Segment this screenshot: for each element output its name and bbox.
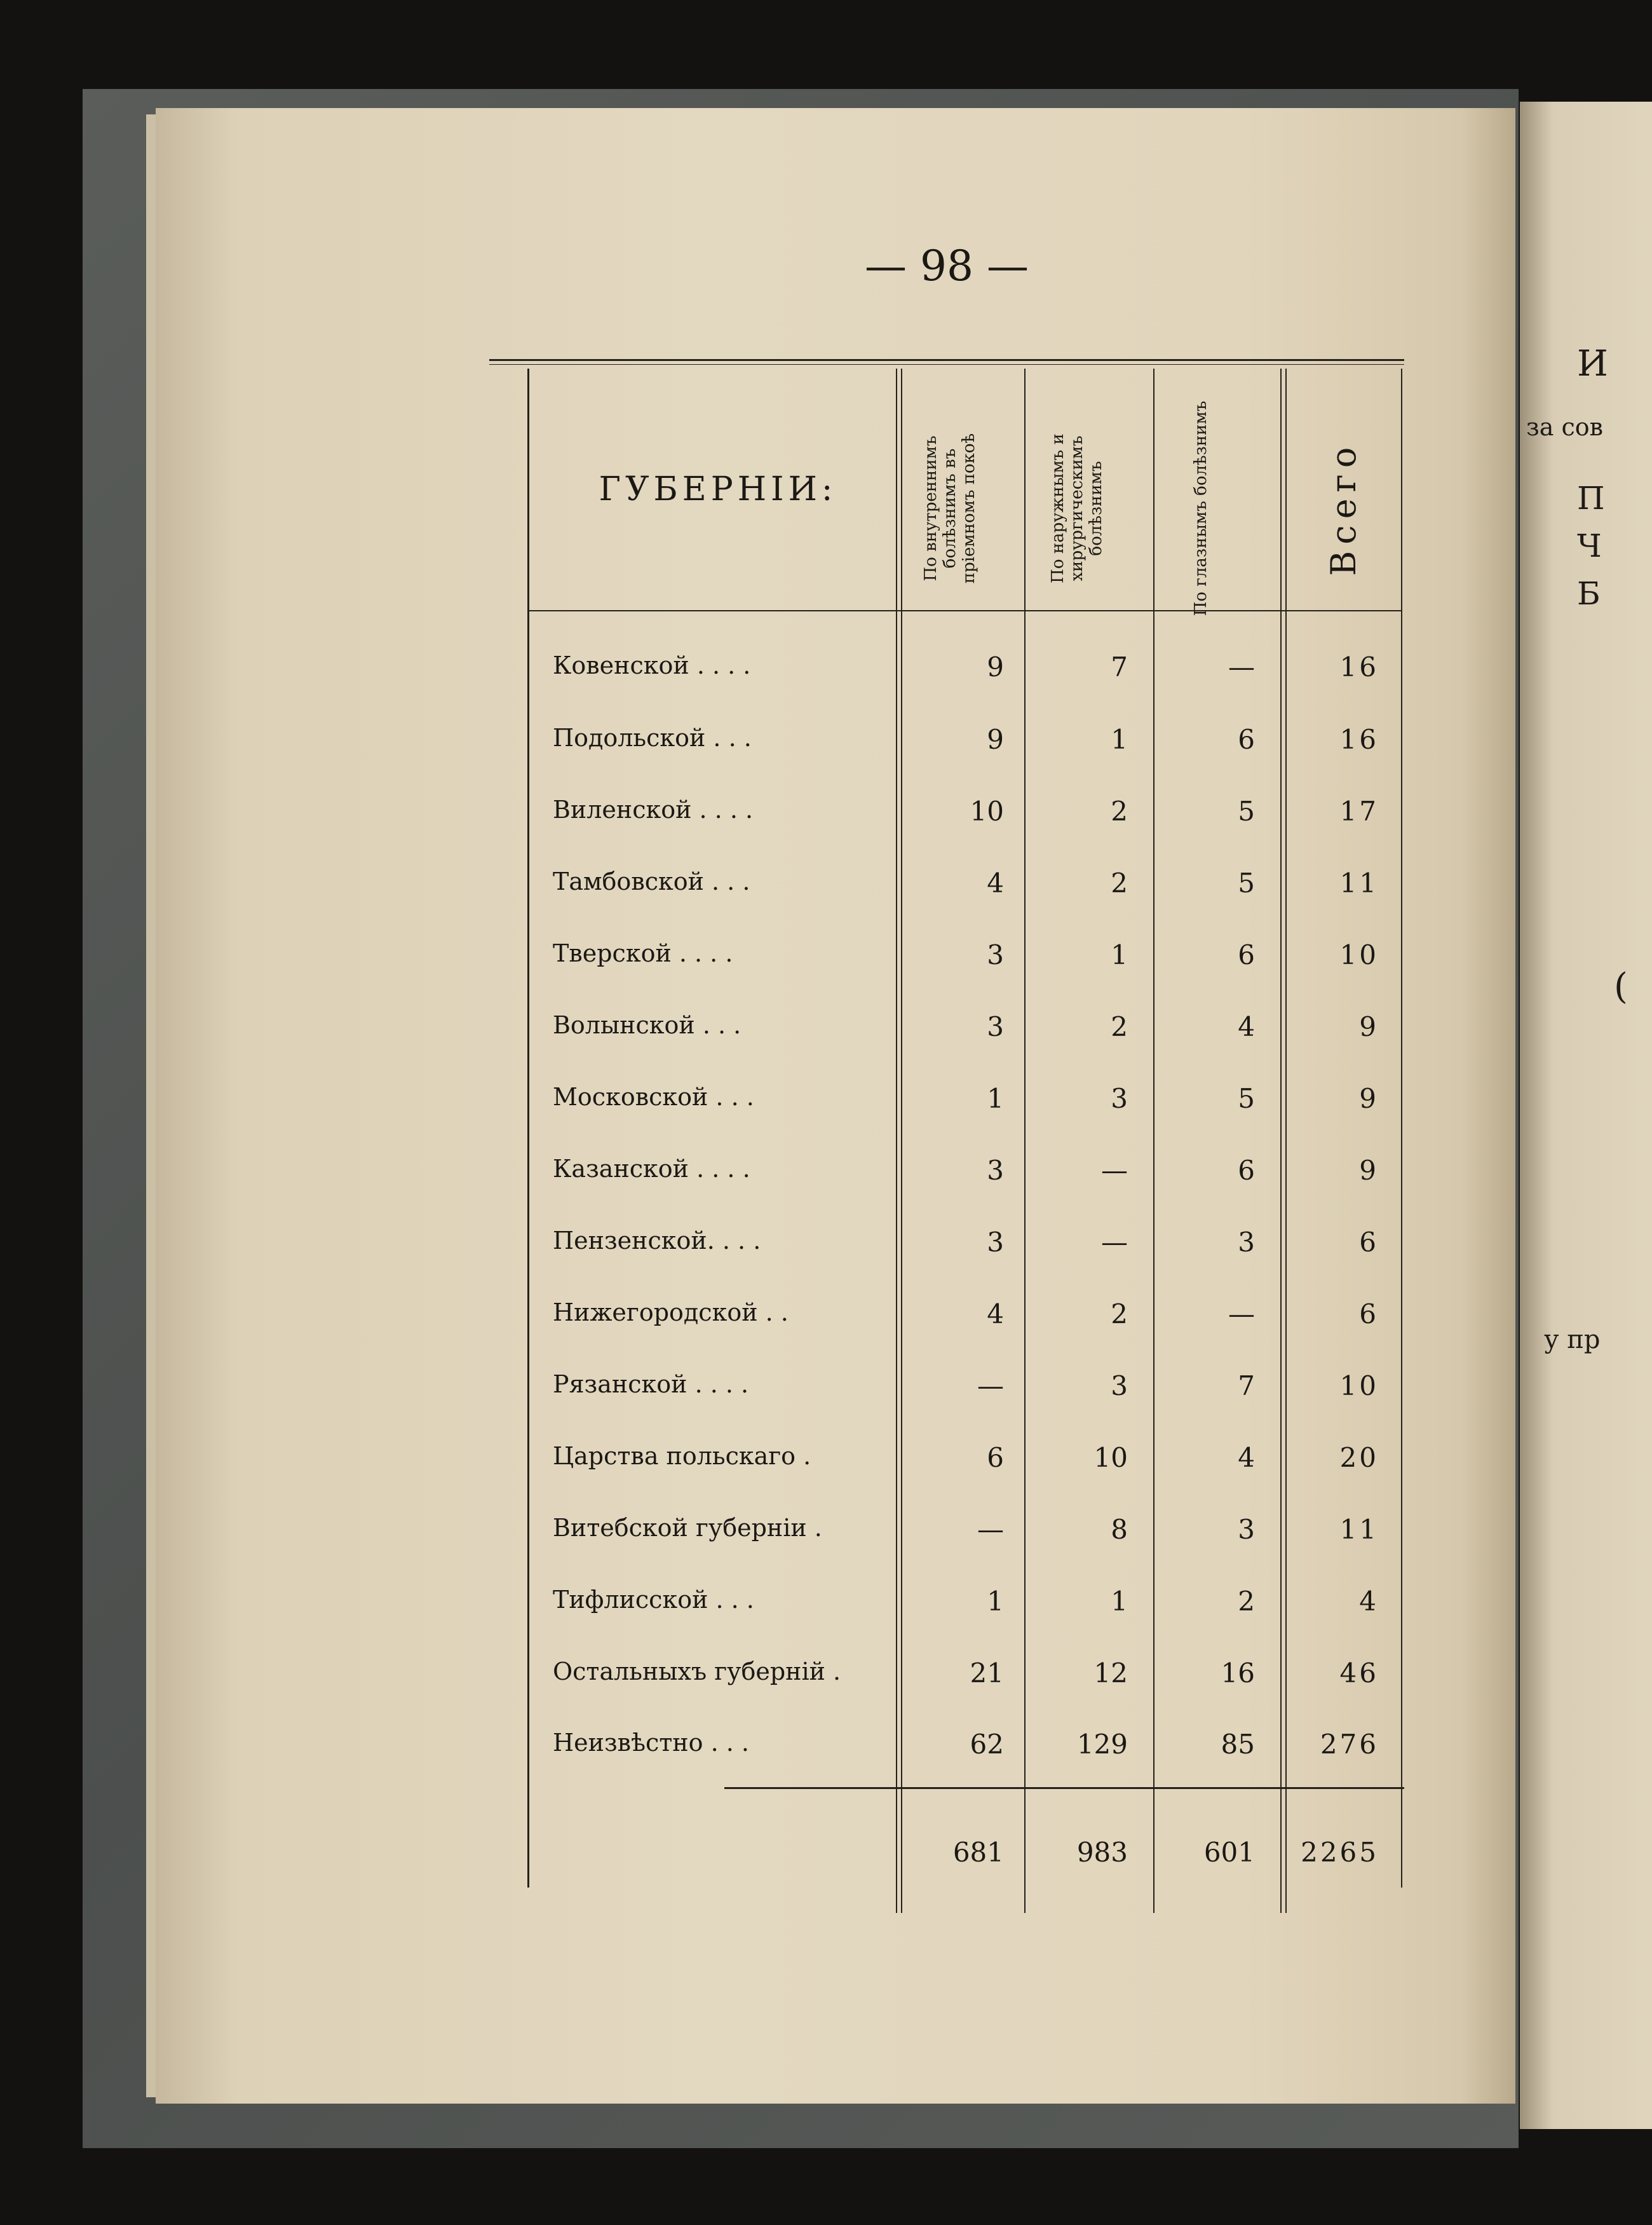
facing-page-text-3: П [1577,480,1605,517]
internal-count: 10 [970,796,1004,827]
facing-page-text-1: И [1577,343,1608,384]
eye-count: 85 [1221,1729,1255,1760]
eye-total: 601 [1203,1837,1255,1868]
table-row [0,1011,1652,1049]
table-row [0,1227,1652,1265]
province-name: Казанской . . . . [553,1155,750,1183]
surgical-count: 1 [1111,1586,1128,1617]
surgical-count: 1 [1111,939,1128,970]
table-row [0,1514,1652,1552]
total-count: 11 [1339,868,1379,899]
eye-count: 3 [1238,1227,1255,1258]
province-name: Остальныхъ губерній . [553,1657,841,1685]
total-count: 20 [1339,1442,1379,1473]
internal-count: 9 [987,651,1004,683]
total-count: 9 [1359,1011,1379,1042]
total-count: 16 [1339,651,1379,683]
province-name: Волынской . . . [553,1011,741,1039]
internal-count: 62 [970,1729,1004,1760]
surgical-count: 2 [1111,868,1128,899]
internal-count: 4 [987,868,1004,899]
total-row [0,1837,1652,1875]
province-name: Тверской . . . . [553,939,733,967]
surgical-count: 3 [1111,1083,1128,1114]
internal-count: 3 [987,939,1004,970]
internal-count: 1 [987,1586,1004,1617]
eye-count: 6 [1238,1155,1255,1186]
internal-count: 3 [987,1155,1004,1186]
total-count: 4 [1359,1586,1379,1617]
total-count: 9 [1359,1083,1379,1114]
province-name: Подольской . . . [553,724,752,752]
provinces-header: ГУБЕРНІИ: [599,470,837,508]
table-row [0,1370,1652,1408]
eye-count: 4 [1238,1442,1255,1473]
total-count: 11 [1339,1514,1379,1545]
province-name: Рязанской . . . . [553,1370,749,1398]
surgical-count: 2 [1111,1011,1128,1042]
province-name: Виленской . . . . [553,796,754,824]
internal-count: 21 [970,1657,1004,1689]
internal-count: 6 [987,1442,1004,1473]
eye-count: 5 [1238,868,1255,899]
surgical-count: 1 [1111,724,1128,755]
surgical-count: — [1101,1155,1128,1186]
province-name: Московской . . . [553,1083,754,1111]
province-name: Тифлисской . . . [553,1586,754,1614]
eye-diseases-header: По глазнымъ болѣзнимъ [1191,400,1210,616]
surgical-total: 983 [1076,1837,1128,1868]
province-name: Ковенской . . . . [553,651,751,679]
surgical-diseases-header: По наружнымъ и хирургическимъ болѣзнимъ [1048,433,1106,583]
table-row [0,1657,1652,1696]
total-count: 17 [1339,796,1379,827]
eye-count: — [1228,1298,1255,1330]
internal-count: 3 [987,1227,1004,1258]
total-count: 276 [1320,1729,1379,1760]
facing-page-text-4: Ч [1577,527,1602,564]
eye-count: 7 [1238,1370,1255,1401]
total-count: 10 [1339,1370,1379,1401]
table-top-rule [489,359,1404,361]
facing-page-text-5: Б [1577,575,1601,612]
table-top-rule-thin [489,364,1404,365]
table-row [0,1083,1652,1121]
province-name: Тамбовской . . . [553,868,750,895]
province-name: Нижегородской . . [553,1298,789,1326]
total-count: 16 [1339,724,1379,755]
internal-count: 1 [987,1083,1004,1114]
surgical-count: 3 [1111,1370,1128,1401]
table-row [0,651,1652,690]
internal-count: 4 [987,1298,1004,1330]
surgical-count: — [1101,1227,1128,1258]
eye-count: 2 [1238,1586,1255,1617]
eye-count: 3 [1238,1514,1255,1545]
table-row [0,1155,1652,1193]
table-row [0,939,1652,977]
table-row [0,796,1652,834]
eye-count: 16 [1221,1657,1255,1689]
province-name: Витебской губерніи . [553,1514,822,1542]
total-count: 10 [1339,939,1379,970]
facing-page-text-2: за сов [1526,413,1604,441]
surgical-count: 129 [1076,1729,1128,1760]
internal-count: — [977,1514,1004,1545]
total-rule [724,1787,1404,1789]
table-row [0,868,1652,906]
province-name: Пензенской. . . . [553,1227,761,1255]
page-number: — 98 — [865,242,1029,290]
surgical-count: 7 [1111,651,1128,683]
internal-total: 681 [952,1837,1004,1868]
eye-count: 5 [1238,796,1255,827]
internal-count: 9 [987,724,1004,755]
province-name: Царства польскаго . [553,1442,811,1470]
table-row [0,1442,1652,1480]
total-header: Всего [1324,440,1364,576]
province-name: Неизвѣстно . . . [553,1729,749,1757]
table-row [0,1298,1652,1337]
eye-count: 4 [1238,1011,1255,1042]
facing-page-text-7: у пр [1544,1325,1601,1354]
total-count: 6 [1359,1298,1379,1330]
total-count: 6 [1359,1227,1379,1258]
internal-diseases-header: По внутреннимъ болѣзнимъ въ пріемномъ покоѣ [921,433,978,584]
eye-count: — [1228,651,1255,683]
table-row [0,1586,1652,1624]
surgical-count: 10 [1093,1442,1128,1473]
total-count: 46 [1339,1657,1379,1689]
internal-count: — [977,1370,1004,1401]
surgical-count: 12 [1093,1657,1128,1689]
eye-count: 6 [1238,939,1255,970]
surgical-count: 8 [1111,1514,1128,1545]
surgical-count: 2 [1111,796,1128,827]
table-row [0,724,1652,762]
grand-total: 2265 [1301,1837,1379,1868]
facing-page-text-6: ( [1614,966,1628,1007]
internal-count: 3 [987,1011,1004,1042]
surgical-count: 2 [1111,1298,1128,1330]
total-count: 9 [1359,1155,1379,1186]
eye-count: 6 [1238,724,1255,755]
table-row [0,1729,1652,1767]
eye-count: 5 [1238,1083,1255,1114]
